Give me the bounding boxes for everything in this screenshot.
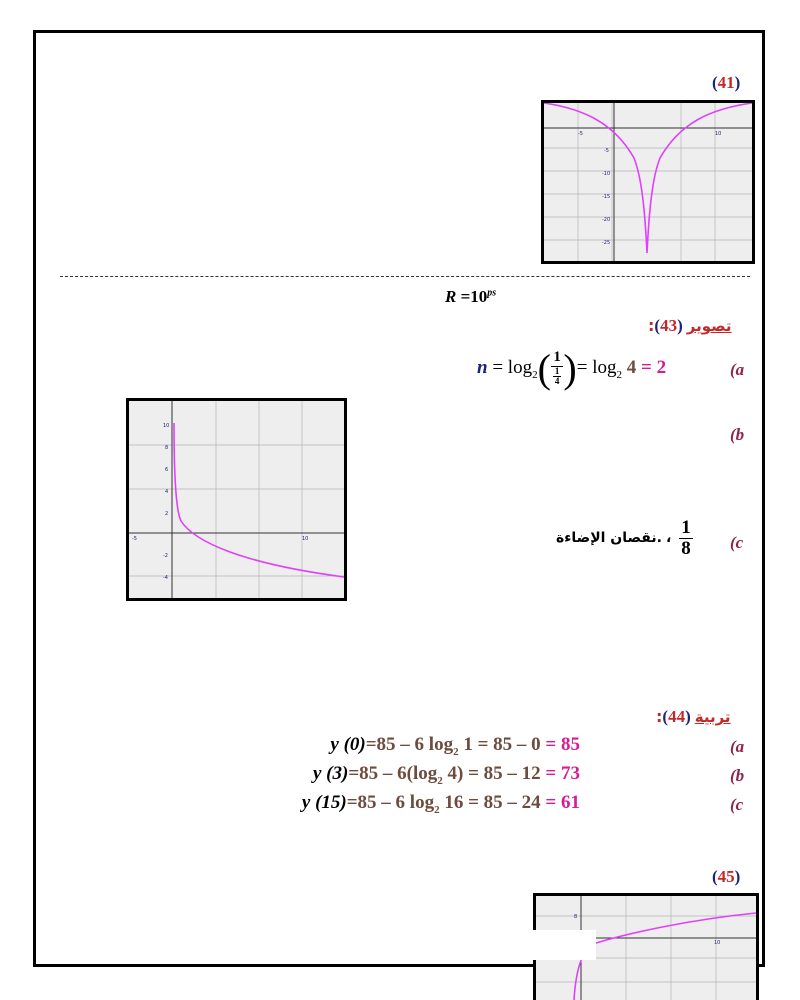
graph-q43: [126, 398, 347, 601]
graph-q41-svg: [544, 103, 752, 261]
q43-c-answer: نقصان الإضاءة. ، $\frac{1}{8}$: [556, 517, 691, 559]
svg-text:-4: -4: [163, 575, 168, 581]
q43-a-letter: (a: [730, 360, 745, 379]
graph-q41: [541, 100, 755, 264]
q44-c-letter: (c: [730, 795, 744, 814]
question-43-title: تصوير: [686, 317, 732, 335]
svg-text:10: 10: [715, 131, 722, 137]
cover-box: [532, 930, 596, 960]
question-44-title: تربية: [694, 708, 731, 726]
formula-r: $R =10^{ps}$: [445, 287, 497, 306]
svg-text:-2: -2: [163, 553, 168, 559]
svg-text:-25: -25: [602, 240, 611, 246]
q44-a-letter: (a: [730, 737, 745, 756]
graph-q43-svg: [129, 401, 344, 598]
svg-text:10: 10: [302, 536, 309, 542]
q41-curve: [544, 103, 752, 253]
q44-a-equation: y (0)=85 – 6 $\log_2 1 = 85 - 0 = 85$: [330, 734, 580, 758]
svg-text:-5: -5: [132, 536, 137, 542]
question-44-header: : تربية (44): [656, 707, 731, 726]
svg-text:-15: -15: [602, 194, 611, 200]
q43-b-letter: (b: [730, 425, 745, 444]
svg-text:4: 4: [165, 489, 169, 495]
question-45-label: (45): [712, 867, 741, 886]
q45-curve: [574, 913, 756, 1000]
svg-text:8: 8: [574, 914, 578, 920]
question-41-label: (41): [712, 73, 741, 92]
q44-b-letter: (b: [730, 766, 745, 785]
question-43-header: : تصوير (43): [648, 316, 732, 335]
q43-a-equation: $n = \log_2$( $\frac{1}{\frac{1}{4}}$ )= $\log_2 4 = 2$: [477, 346, 667, 391]
svg-text:-5: -5: [604, 148, 609, 154]
q43-c-letter: (c: [730, 533, 744, 552]
svg-text:-10: -10: [602, 171, 611, 177]
q44-b-equation: y $(3)=85 - 6(\log_2$ 4) = 85 – 12 = 73: [312, 763, 580, 787]
svg-text:-5: -5: [578, 131, 583, 137]
svg-text:10: 10: [163, 423, 170, 429]
section-divider: [60, 276, 750, 277]
q44-c-equation: y (15)=85 – 6 $\log_2 16 = 85 - 24 = 61$: [301, 792, 580, 816]
svg-text:10: 10: [714, 940, 721, 946]
svg-text:6: 6: [165, 467, 169, 473]
svg-text:8: 8: [165, 445, 169, 451]
svg-text:-20: -20: [602, 217, 611, 223]
svg-text:2: 2: [165, 511, 169, 517]
